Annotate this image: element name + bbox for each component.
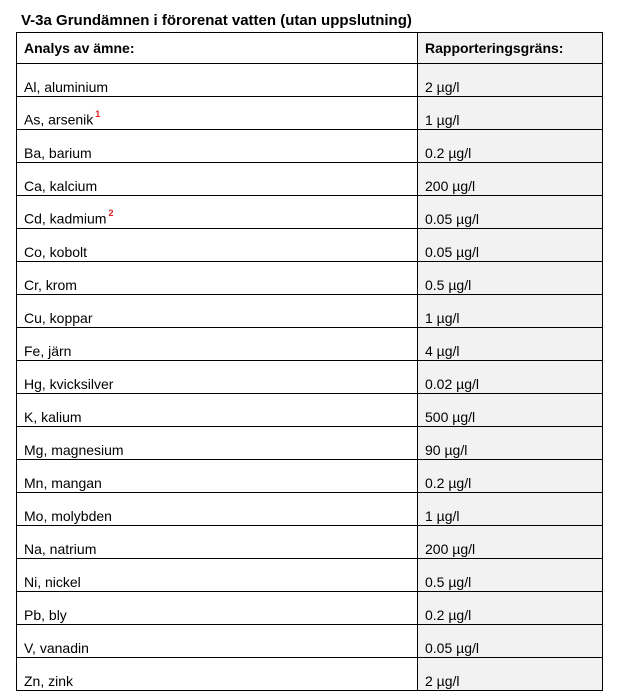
limit-cell: 0.02 µg/l (418, 361, 603, 394)
element-name: Ca, kalcium (24, 178, 98, 194)
element-cell (17, 130, 418, 163)
document-title: V-3a Grundämnen i förorenat vatten (utan uppslutning) (21, 12, 412, 29)
element-cell (17, 625, 418, 658)
element-name: Cu, koppar (24, 310, 93, 326)
table-body (17, 64, 603, 691)
limit-cell: 0.5 µg/l (418, 262, 603, 295)
table-row (17, 295, 603, 328)
element-cell (17, 262, 418, 295)
limit-cell: 2 µg/l (418, 64, 603, 97)
element-cell (17, 328, 418, 361)
footnote-marker: 2 (108, 208, 114, 219)
table-row (17, 328, 603, 361)
limit-cell: 200 µg/l (418, 526, 603, 559)
element-name: Cd, kadmium (24, 211, 107, 227)
limit-cell: 0.05 µg/l (418, 625, 603, 658)
element-name: Mg, magnesium (24, 442, 124, 458)
limit-cell: 90 µg/l (418, 427, 603, 460)
element-cell (17, 592, 418, 625)
limit-cell: 1 µg/l (418, 295, 603, 328)
limit-cell: 0.5 µg/l (418, 559, 603, 592)
element-name: Ni, nickel (24, 574, 81, 590)
limit-cell: 1 µg/l (418, 493, 603, 526)
limit-cell: 500 µg/l (418, 394, 603, 427)
element-cell (17, 229, 418, 262)
element-cell (17, 460, 418, 493)
element-name: Mn, mangan (24, 475, 102, 491)
table-row (17, 394, 603, 427)
element-name: Ba, barium (24, 145, 92, 161)
table-row (17, 130, 603, 163)
element-cell (17, 394, 418, 427)
element-name: K, kalium (24, 409, 82, 425)
element-cell (17, 526, 418, 559)
element-name: Pb, bly (24, 607, 67, 623)
table-row (17, 262, 603, 295)
element-cell (17, 427, 418, 460)
table-row (17, 163, 603, 196)
limit-cell: 4 µg/l (418, 328, 603, 361)
element-name: Zn, zink (24, 673, 74, 689)
element-name: Al, aluminium (24, 79, 109, 95)
table-row (17, 64, 603, 97)
element-cell (17, 295, 418, 328)
element-cell (17, 361, 418, 394)
table-row (17, 592, 603, 625)
element-name: V, vanadin (24, 640, 89, 656)
limit-cell: 0.2 µg/l (418, 460, 603, 493)
limit-cell: 0.2 µg/l (418, 130, 603, 163)
table-row (17, 97, 603, 130)
table-row (17, 559, 603, 592)
element-name: Mo, molybden (24, 508, 112, 524)
element-name: As, arsenik (24, 112, 94, 128)
column-header-limit: Rapporteringsgräns: (418, 33, 603, 64)
element-cell (17, 196, 418, 229)
table-row (17, 361, 603, 394)
reporting-limits-table (16, 32, 603, 691)
column-header-analysis: Analys av ämne: (17, 33, 418, 64)
table-row (17, 196, 603, 229)
table-row (17, 427, 603, 460)
element-name: Hg, kvicksilver (24, 376, 114, 392)
footnote-marker: 1 (95, 109, 101, 120)
table-row (17, 493, 603, 526)
table-row (17, 460, 603, 493)
element-cell (17, 163, 418, 196)
limit-cell: 0.05 µg/l (418, 229, 603, 262)
limit-cell: 2 µg/l (418, 658, 603, 691)
element-name: Cr, krom (24, 277, 77, 293)
limit-cell: 1 µg/l (418, 97, 603, 130)
element-name: Co, kobolt (24, 244, 88, 260)
limit-cell: 0.2 µg/l (418, 592, 603, 625)
table-row (17, 625, 603, 658)
table-row (17, 526, 603, 559)
element-cell (17, 493, 418, 526)
element-cell (17, 64, 418, 97)
element-cell (17, 559, 418, 592)
table-row (17, 229, 603, 262)
limit-cell: 200 µg/l (418, 163, 603, 196)
limit-cell: 0.05 µg/l (418, 196, 603, 229)
element-cell (17, 97, 418, 130)
element-name: Fe, järn (24, 343, 72, 359)
table-header-row (17, 33, 603, 64)
element-name: Na, natrium (24, 541, 97, 557)
